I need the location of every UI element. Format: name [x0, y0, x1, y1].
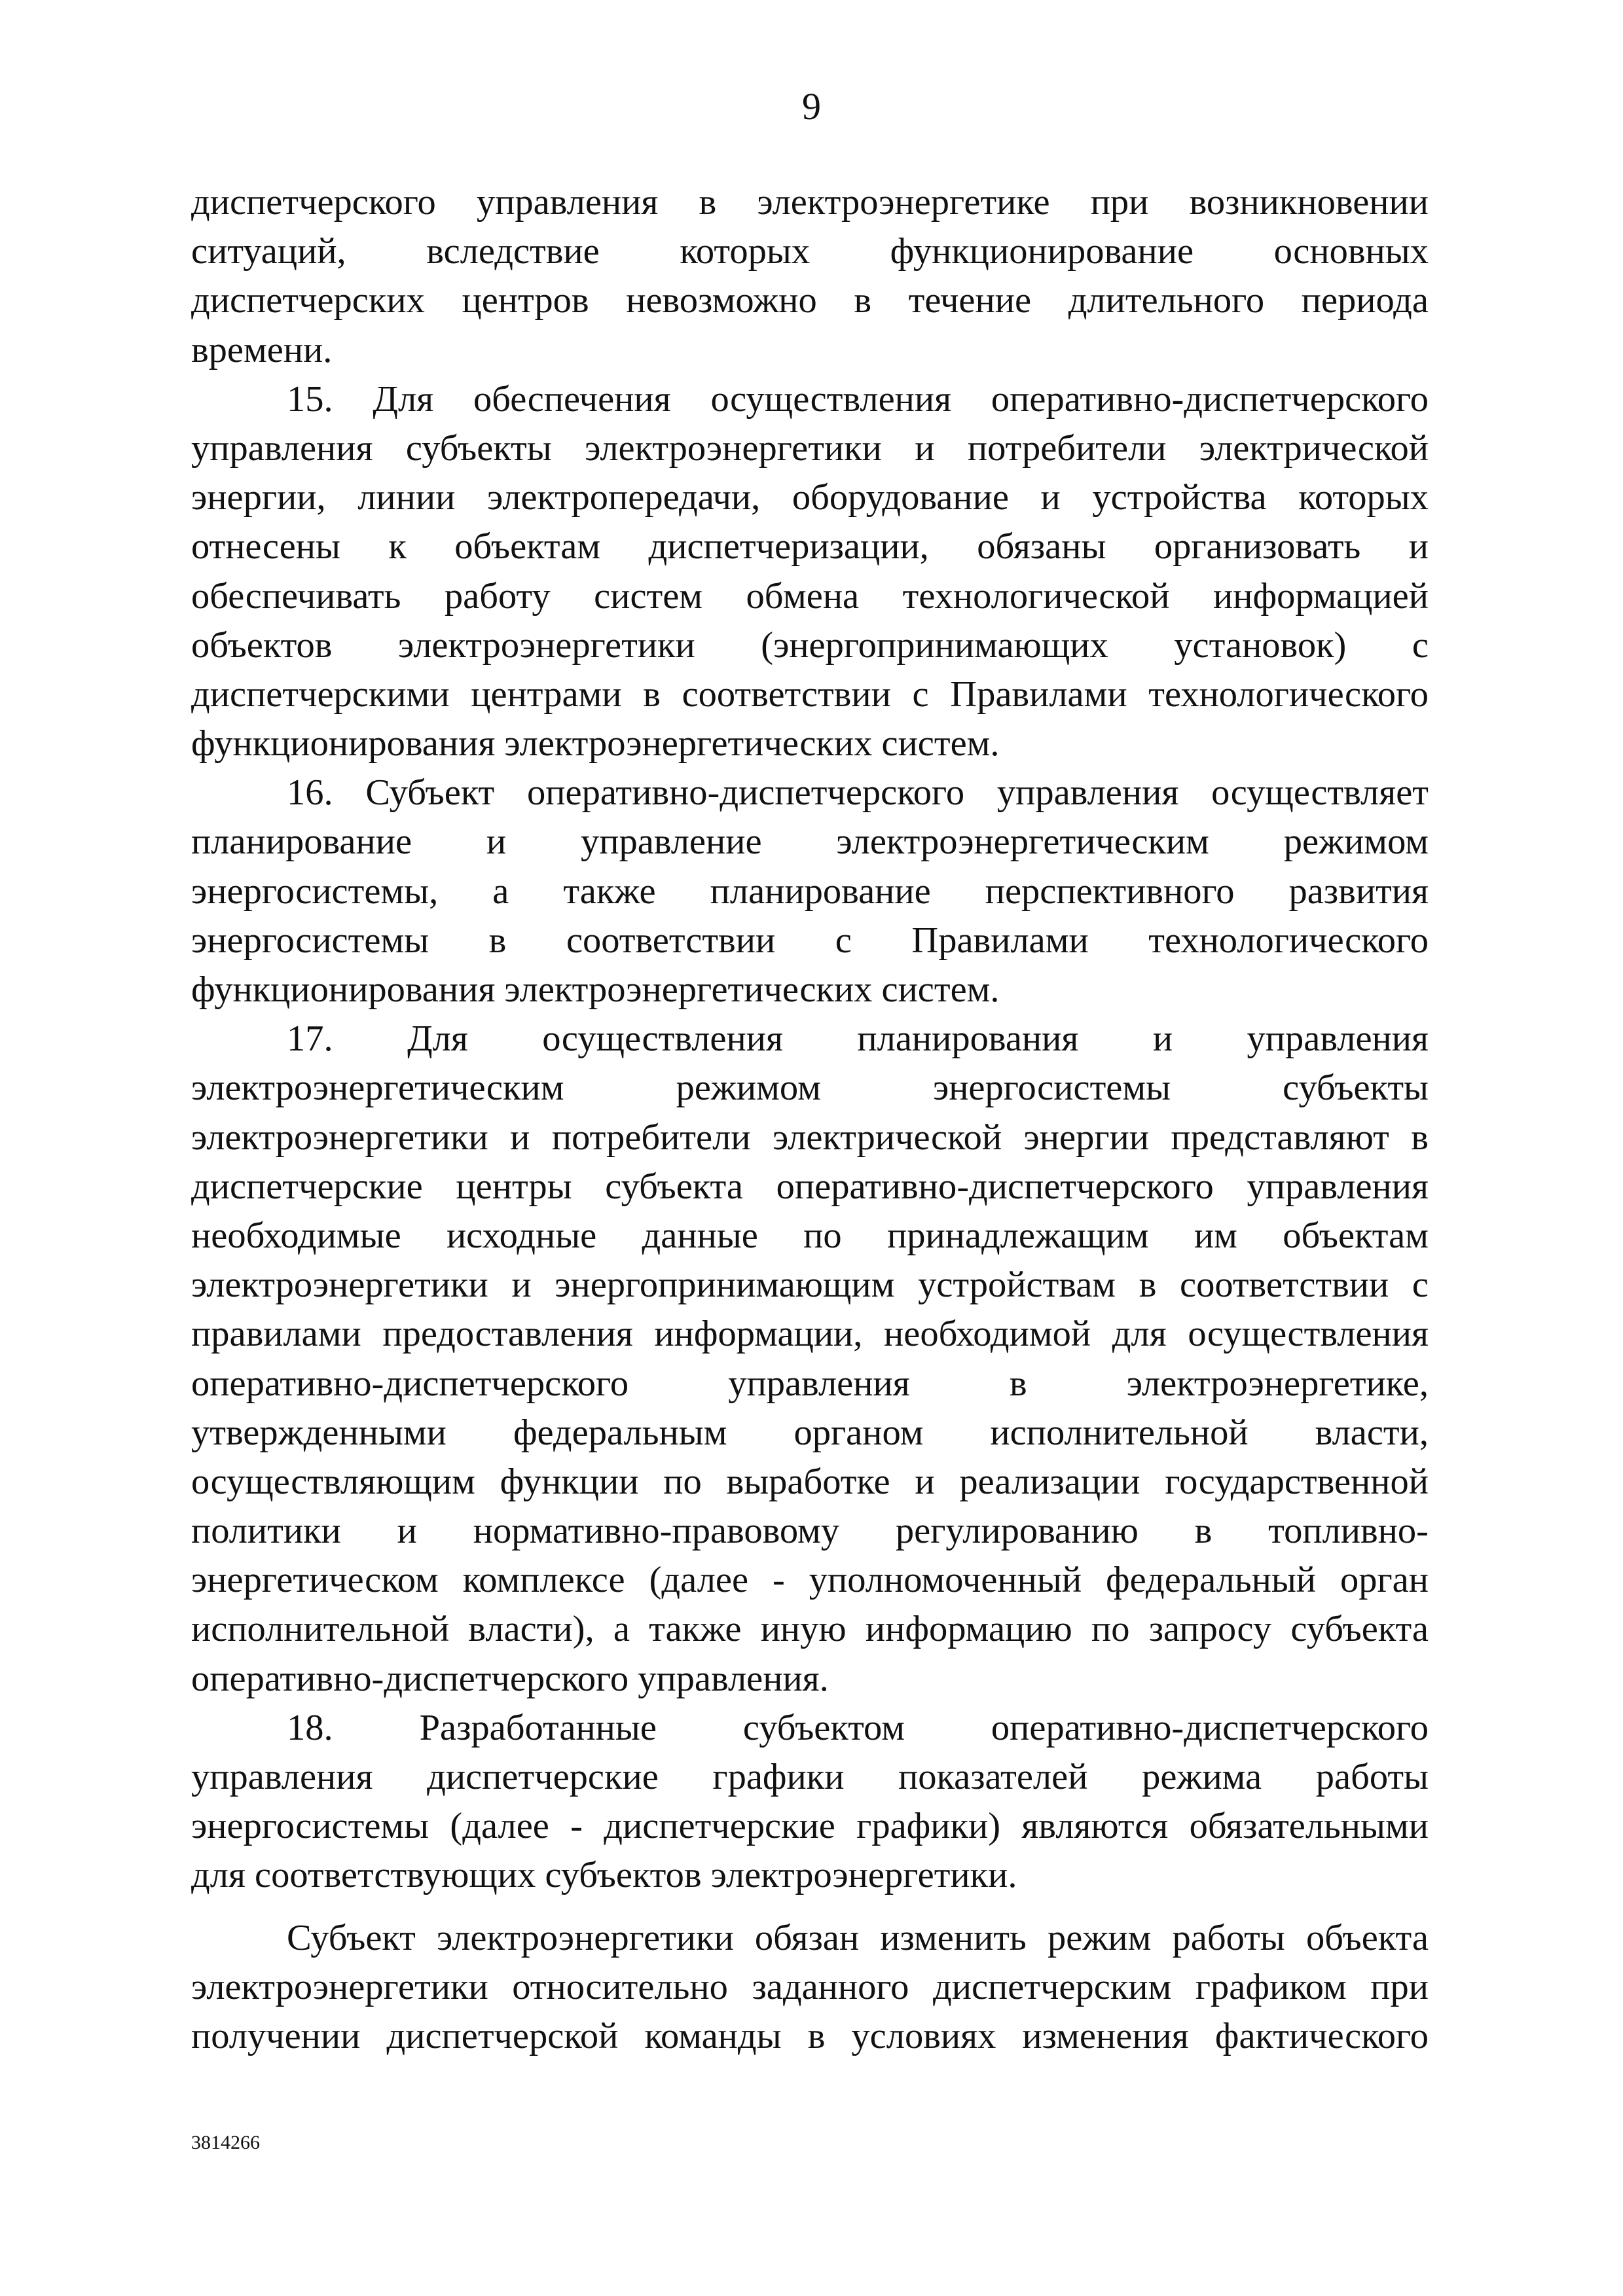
text-line: энергосистемы в соответствии с Правилами технологического [191, 920, 1429, 961]
text-line: диспетчерских центров невозможно в течение длительного периода [191, 280, 1429, 321]
text-line: необходимые исходные данные по принадлежащим им объектам [191, 1215, 1429, 1256]
text-line: 17. Для осуществления планирования и управления [287, 1018, 1429, 1060]
text-line: диспетчерского управления в электроэнергетике при возникновении [191, 182, 1429, 223]
text-line: времени. [191, 329, 333, 370]
text-line: диспетчерскими центрами в соответствии с Правилами технологического [191, 673, 1429, 715]
text-line: оперативно-диспетчерского управления. [191, 1658, 829, 1699]
text-line: энергии, линии электропередачи, оборудование и устройства которых [191, 477, 1429, 518]
text-line: для соответствующих субъектов электроэнергетики. [191, 1855, 1017, 1896]
text-line: правилами предоставления информации, необходимой для осуществления [191, 1314, 1429, 1355]
text-line: ситуаций, вследствие которых функционирование основных [191, 231, 1429, 272]
text-line: 16. Субъект оперативно-диспетчерского управления осуществляет [287, 772, 1429, 814]
text-line: планирование и управление электроэнергетическим режимом [191, 821, 1429, 863]
text-line: функционирования электроэнергетических систем. [191, 969, 1000, 1010]
text-line: диспетчерские центры субъекта оперативно-диспетчерского управления [191, 1166, 1429, 1207]
text-line: функционирования электроэнергетических систем. [191, 723, 1000, 764]
text-line: электроэнергетики относительно заданного диспетчерским графиком при [191, 1966, 1429, 2007]
paragraph-16 [191, 768, 1429, 1014]
paragraph-14-continuation [191, 178, 1429, 375]
text-line: отнесены к объектам диспетчеризации, обязаны организовать и [191, 526, 1429, 567]
text-line: электроэнергетики и потребители электрической энергии представляют в [191, 1117, 1429, 1158]
text-line: обеспечивать работу систем обмена технологической информацией [191, 575, 1429, 617]
text-line: 15. Для обеспечения осуществления оперативно-диспетчерского [287, 378, 1429, 420]
text-line: электроэнергетики и энергопринимающим устройствам в соответствии с [191, 1265, 1429, 1306]
text-line: политики и нормативно-правовому регулированию в топливно- [191, 1511, 1429, 1552]
text-line: энергосистемы (далее - диспетчерские графики) являются обязательными [191, 1806, 1429, 1847]
text-line: получении диспетчерской команды в условиях изменения фактического [191, 2015, 1429, 2056]
text-line: осуществляющим функции по выработке и реализации государственной [191, 1461, 1429, 1502]
text-line: объектов электроэнергетики (энергопринимающих установок) с [191, 624, 1429, 666]
paragraph-18 [191, 1704, 1429, 1901]
paragraph-15 [191, 375, 1429, 769]
text-line: утвержденными федеральным органом исполнительной власти, [191, 1412, 1429, 1453]
text-line: Субъект электроэнергетики обязан изменить режим работы объекта [287, 1917, 1429, 1958]
paragraph-17 [191, 1014, 1429, 1704]
text-line: управления субъекты электроэнергетики и потребители электрической [191, 427, 1429, 469]
document-body [191, 178, 1429, 2061]
text-line: энергосистемы, а также планирование перспективного развития [191, 870, 1429, 912]
text-line: управления диспетчерские графики показателей режима работы [191, 1757, 1429, 1797]
text-line: исполнительной власти), а также иную информацию по запросу субъекта [191, 1609, 1429, 1650]
text-line: энергетическом комплексе (далее - уполномоченный федеральный орган [191, 1560, 1429, 1601]
document-code: 3814266 [191, 2132, 260, 2153]
text-line: 18. Разработанные субъектом оперативно-диспетчерского [287, 1707, 1429, 1748]
text-line: оперативно-диспетчерского управления в электроэнергетике, [191, 1363, 1429, 1404]
page-number: 9 [802, 85, 821, 128]
paragraph-gap [191, 1901, 1429, 1914]
text-line: электроэнергетическим режимом энергосистемы субъекты [191, 1067, 1429, 1109]
paragraph-18-part-2 [191, 1914, 1429, 2062]
